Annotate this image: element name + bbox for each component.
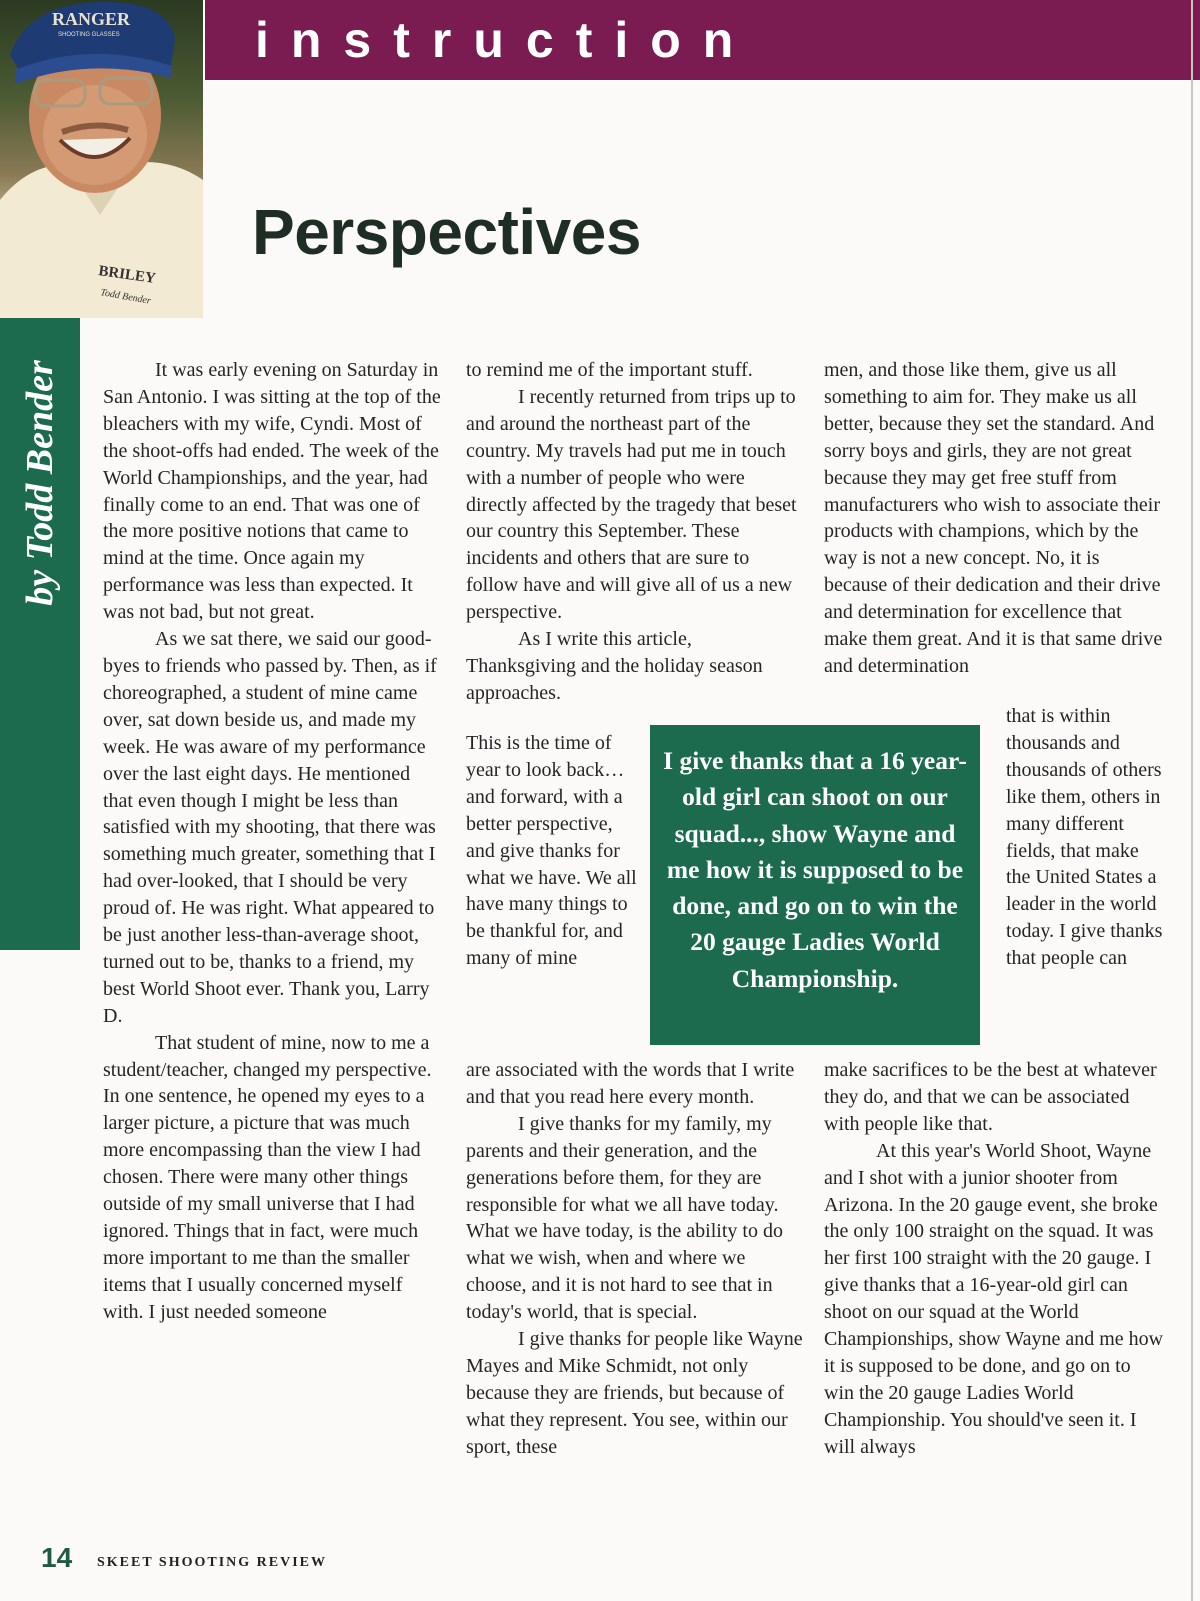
paragraph: make sacrifices to be the best at whatever they do, and that we can be associated with people like that.: [824, 1059, 1157, 1135]
paragraph: that is within thousands and thousands of others like them, others in many different fields, that make the United States a leader in the world today. I give thanks that people can: [1006, 705, 1163, 970]
section-label: instruction: [255, 12, 756, 68]
author-photo: [0, 0, 203, 318]
article-title: Perspectives: [252, 196, 641, 268]
paragraph: As we sat there, we said our good-byes to friends who passed by. Then, as if choreographed, a student of mine came over, sat down beside us, and made my week. He was aware of my performance over the last eight days. He mentioned that even though I might be less than satisfied with my shooting, that there was something much greater, something that I had over-looked, that I should be very proud of. He was right. What appeared to be just another less-than-average shoot, turned out to be, thanks to a friend, my best World Shoot ever. Thank you, Larry D.: [103, 628, 437, 1027]
column-2-bottom: [466, 1057, 806, 1461]
column-3-bottom: [824, 1057, 1164, 1461]
paragraph: That student of mine, now to me a student/teacher, changed my perspective. In one sentence, he opened my eyes to a larger picture, a picture that was much more encompassing than the view I had chosen. There were many other things outside of my small universe that I had ignored. Things that in fact, were much more important to me than the smaller items that I usually concerned myself with. I just needed someone: [103, 1031, 432, 1323]
paragraph: to remind me of the important stuff.: [466, 359, 753, 381]
paragraph: It was early evening on Saturday in San Antonio. I was sitting at the top of the bleachers with my wife, Cyndi. Most of the shoot-offs had ended. The week of the World Championships, and the year, had finally come to an end. That was one of the more positive notions that came to mind at the time. Once again my performance was less than expected. It was not bad, but not great.: [103, 359, 441, 624]
paragraph: This is the time of year to look back… and forward, with a better perspective, and give thanks for what we have. We all have many things to be thankful for, and many of mine: [466, 732, 637, 970]
pull-quote: I give thanks that a 16 year-old girl can shoot on our squad..., show Wayne and me how it is supposed to be done, and go on to win the 20 gauge Ladies World Championship.: [650, 725, 980, 1045]
column-1: [103, 357, 443, 1326]
page-number: 14: [41, 1542, 73, 1573]
column-2-top: [466, 357, 806, 707]
shirt-logo: BRILEY: [97, 263, 157, 287]
paragraph: I give thanks for people like Wayne Mayes and Mike Schmidt, not only because they are friends, but because of what they represent. You see, within our sport, these: [466, 1328, 803, 1458]
paragraph: At this year's World Shoot, Wayne and I shot with a junior shooter from Arizona. In the 20 gauge event, she broke the only 100 straight on the squad. It was her first 100 straight with the 20 gauge. I give thanks that a 16-year-old girl can shoot on our squad at the World Championships, show Wayne and me how it is supposed to be done, and go on to win the 20 gauge Ladies World Championship. You should've seen it. I will always: [824, 1139, 1164, 1458]
paragraph: I recently returned from trips up to and around the northeast part of the country. My travels had put me in touch with a number of people who were directly affected by the tragedy that beset our country this September. These incidents and others that are sure to follow have and will give all of us a new perspective.: [466, 385, 797, 624]
column-3-top: [824, 357, 1164, 680]
cap-text: RANGER: [52, 9, 131, 29]
paragraph: men, and those like them, give us all something to aim for. They make us all better, because they set the standard. And sorry boys and girls, they are not great because they may get free stuff from manufacturers who wish to associate their products with champions, which by the way is not a new concept. No, it is because of their dedication and their drive and determination for excellence that make them great. And it is that same drive and determination: [824, 359, 1163, 677]
paragraph: I give thanks for my family, my parents and their generation, and the generations before them, for they are responsible for what we all have today. What we have today, is the ability to do what we wish, when and where we choose, and it is not hard to see that in today's world, that is special.: [466, 1112, 783, 1324]
section-banner: [205, 0, 1200, 80]
signature: Todd Bender: [99, 287, 152, 307]
byline-bar: [0, 318, 80, 950]
column-3-narrow: [1006, 703, 1166, 972]
cap-subtext: SHOOTING GLASSES: [58, 32, 120, 38]
page-edge: [1191, 0, 1193, 1601]
byline: by Todd Bender: [19, 360, 61, 606]
paragraph: are associated with the words that I write and that you read here every month.: [466, 1059, 795, 1108]
column-2-narrow: [466, 730, 641, 972]
paragraph: As I write this article, Thanksgiving and the holiday season approaches.: [466, 628, 763, 704]
magazine-name: SKEET SHOOTING REVIEW: [97, 1555, 328, 1570]
